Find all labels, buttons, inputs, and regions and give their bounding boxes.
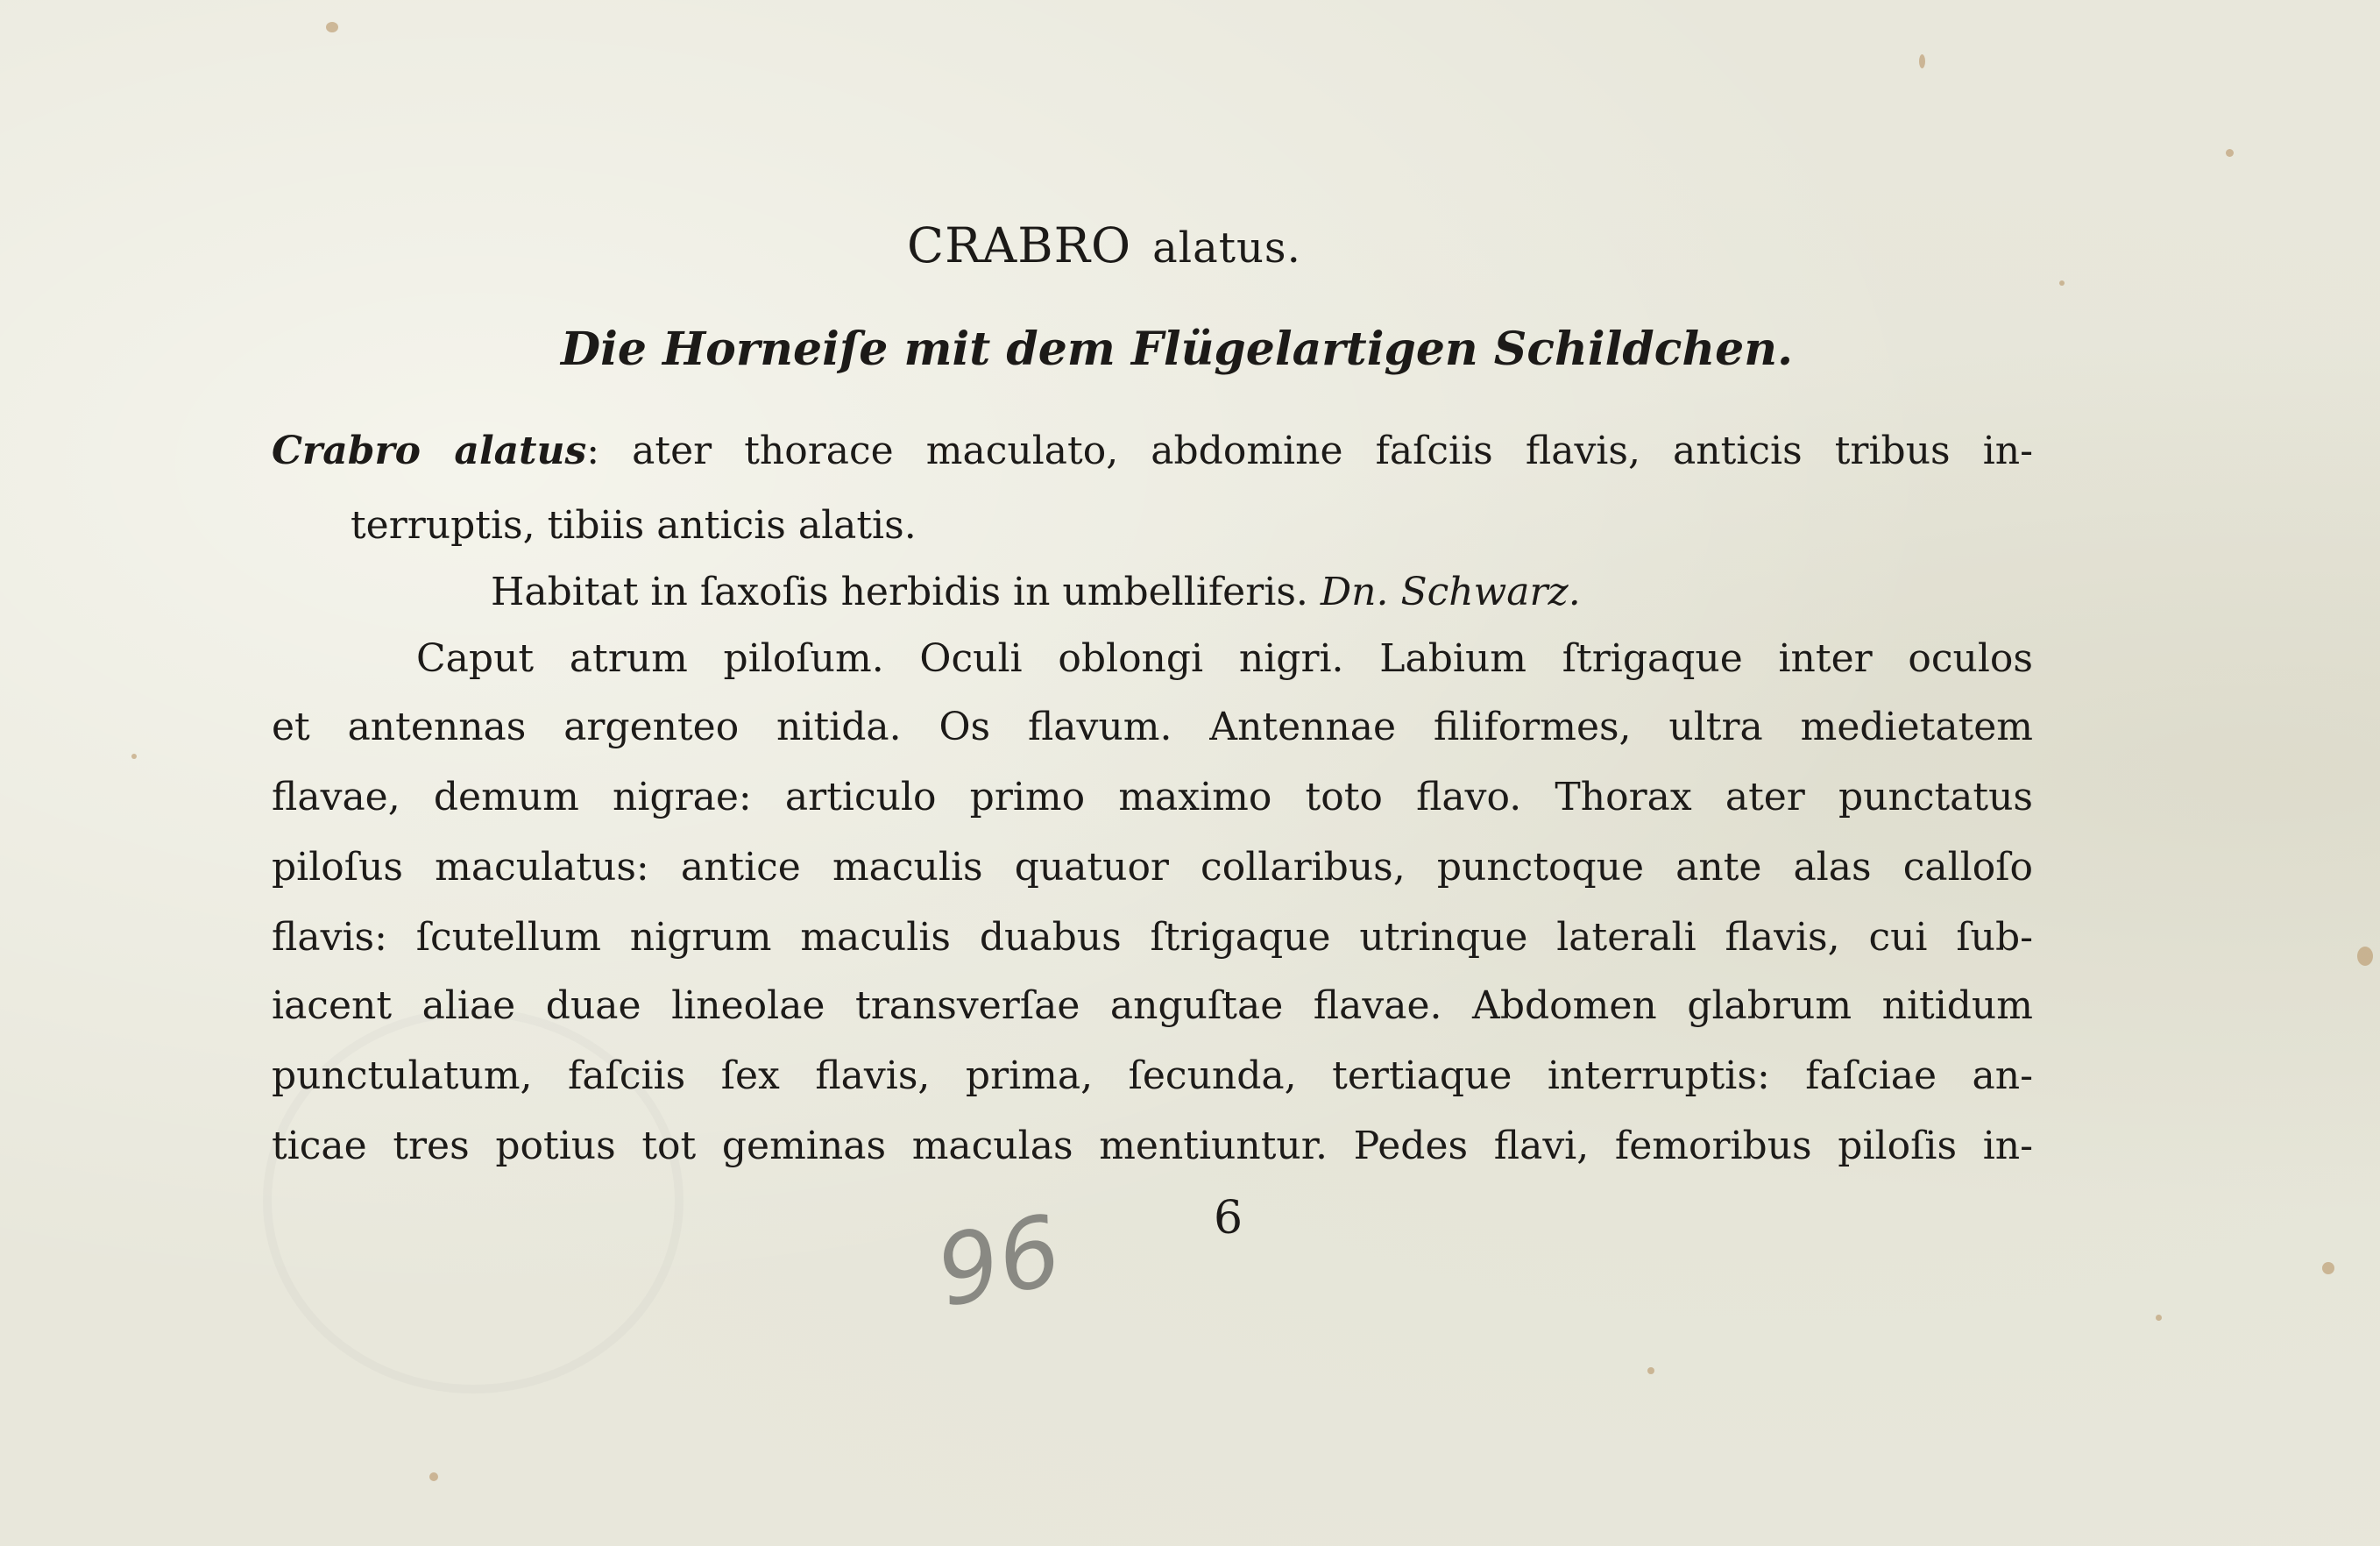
pencil-annotation: 96	[927, 1193, 1071, 1330]
description-line: flavis: ſcutellum nigrum maculis duabus ſtrigaque utrinque laterali flavis, cui ſub-	[272, 915, 2033, 960]
paper-fleck	[2156, 1315, 2162, 1321]
diagnosis-line-2: terruptis, tibiis anticis alatis.	[351, 503, 917, 548]
description-line: ticae tres potius tot geminas maculas mentiuntur. Pedes flavi, femoribus piloſis in-	[272, 1124, 2033, 1168]
description-line: Caput atrum piloſum. Oculi oblongi nigri. Labium ſtrigaque inter oculos	[416, 636, 2033, 681]
description-line: punctulatum, faſciis ſex flavis, prima, ſecunda, tertiaque interruptis: faſciae an-	[272, 1053, 2033, 1098]
paper-fleck	[2226, 149, 2234, 157]
paper-fleck	[131, 754, 137, 759]
paper-fleck	[1647, 1367, 1654, 1374]
description-line: et antennas argenteo nitida. Os flavum. Antennae filiformes, ultra medietatem	[272, 705, 2033, 749]
paper-fleck	[326, 22, 338, 32]
paper-fleck	[2059, 280, 2065, 286]
description-line: piloſus maculatus: antice maculis quatuor collaribus, punctoque ante alas calloſo	[272, 845, 2033, 890]
paper-fleck	[1919, 54, 1925, 68]
paper-fleck	[2322, 1262, 2334, 1274]
diagnosis-line-1	[272, 425, 2033, 478]
diagnosis-text: : ater thorace maculato, abdomine faſciis flavis, anticis tribus in-	[586, 429, 2033, 473]
species-name: Crabro alatus	[272, 429, 587, 473]
paper-fleck	[429, 1472, 438, 1481]
page-number: 6	[1214, 1192, 1243, 1245]
title-genus: CRABRO	[907, 217, 1132, 273]
habitat-author: Dn. Schwarz.	[1320, 570, 1581, 614]
habitat-text: Habitat in ſaxoſis herbidis in umbelliferis.	[491, 570, 1308, 614]
page-title	[907, 217, 1301, 273]
habitat-line	[491, 566, 1770, 619]
paper-fleck	[2357, 947, 2373, 966]
description-line: flavae, demum nigrae: articulo primo maximo toto flavo. Thorax ater punctatus	[272, 775, 2033, 819]
page-subtitle: Die Horneiſe mit dem Flügelartigen Schildchen.	[561, 323, 1794, 376]
title-species: alatus.	[1152, 223, 1301, 273]
description-line: iacent aliae duae lineolae transverſae anguſtae flavae. Abdomen glabrum nitidum	[272, 983, 2033, 1028]
